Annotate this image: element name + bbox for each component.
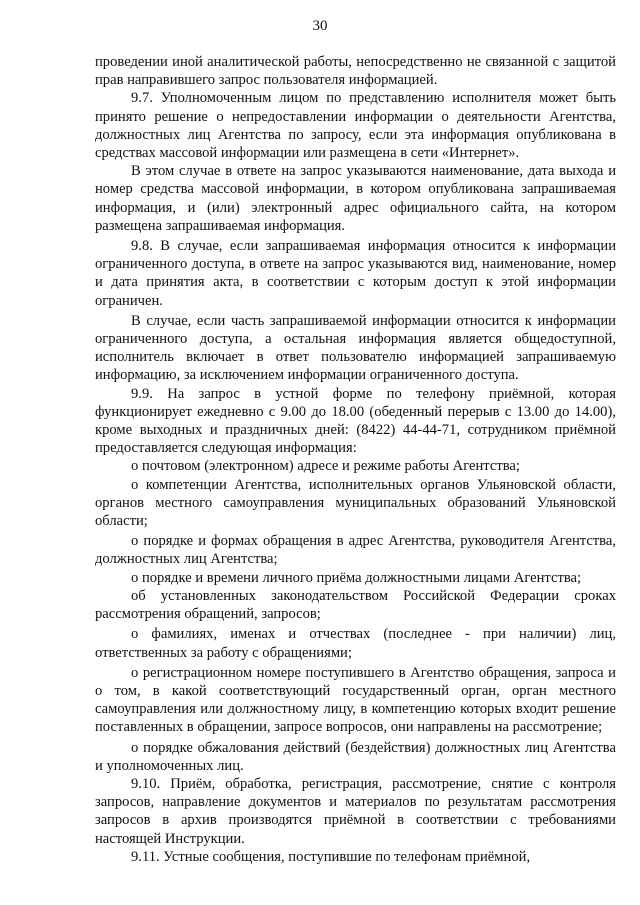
list-item: о почтовом (электронном) адресе и режиме работы Агентства; <box>131 458 520 475</box>
list-item: об установленных законодательством Российской Федерации сроках рассмотрения обращений, запросов; <box>95 587 616 623</box>
paragraph: В случае, если часть запрашиваемой информации относится к информации ограниченного доступа, а остальная информация является общедоступной, исполнитель включает в ответ пользователю информацией запрашиваемую информацию, за исключением информации ограниченного доступа. <box>95 312 616 384</box>
paragraph-continuation: проведении иной аналитической работы, непосредственно не связанной с защитой прав направившего запрос пользователя информацией. <box>95 54 616 89</box>
document-body <box>95 53 616 866</box>
list-item: о порядке и времени личного приёма должностными лицами Агентства; <box>131 569 582 586</box>
paragraph: В этом случае в ответе на запрос указываются наименование, дата выхода и номер средства массовой информации, в котором опубликована запрашиваемая информация, и (или) электронный адрес официального сайта, на котором размещена запрашиваемая информация. <box>95 163 616 234</box>
paragraph-9-10: 9.10. Приём, обработка, регистрация, рассмотрение, снятие с контроля запросов, направление документов и материалов по результатам рассмотрения запросов в архив производятся приёмной в соответствии с требованиями настоящей Инструкции. <box>95 775 616 847</box>
paragraph-9-11: 9.11. Устные сообщения, поступившие по телефонам приёмной, <box>131 848 531 865</box>
list-item: о регистрационном номере поступившего в Агентство обращения, запроса и о том, в какой соответствующий государственный орган, орган местного самоуправления или должностному лицу, в компетенцию которых входит решение поставленных в обращении, запросе вопросов, они направлены на рассмотрение; <box>95 664 616 736</box>
list-item: о порядке и формах обращения в адрес Агентства, руководителя Агентства, должностных лиц Агентства; <box>95 533 616 568</box>
paragraph-9-8: 9.8. В случае, если запрашиваемая информация относится к информации ограниченного доступа, в ответе на запрос указываются вид, наименование, номер и дата принятия акта, в соответствии с которым доступ к этой информации ограничен. <box>95 238 616 309</box>
list-item: о компетенции Агентства, исполнительных органов Ульяновской области, органов местного самоуправления муниципальных образований Ульяновской области; <box>95 476 616 530</box>
paragraph-9-9: 9.9. На запрос в устной форме по телефону приёмной, которая функционирует ежедневно с 9.00 до 18.00 (обеденный перерыв с 13.00 до 14.00), кроме выходных и праздничных дней: (8422) 44-44-71, сотрудником приёмной предоставляется следующая информация: <box>95 385 616 457</box>
list-item: о фамилиях, именах и отчествах (последнее - при наличии) лиц, ответственных за работу с обращениями; <box>95 626 616 661</box>
paragraph-9-7: 9.7. Уполномоченным лицом по представлению исполнителя может быть принято решение о непредоставлении информации о деятельности Агентства, должностных лиц Агентства по запросу, если эта информация опубликована в средствах массовой информации или размещена в сети «Интернет». <box>95 90 616 162</box>
list-item: о порядке обжалования действий (бездействия) должностных лиц Агентства и уполномоченных лиц. <box>95 739 616 774</box>
page-number: 30 <box>312 18 328 34</box>
